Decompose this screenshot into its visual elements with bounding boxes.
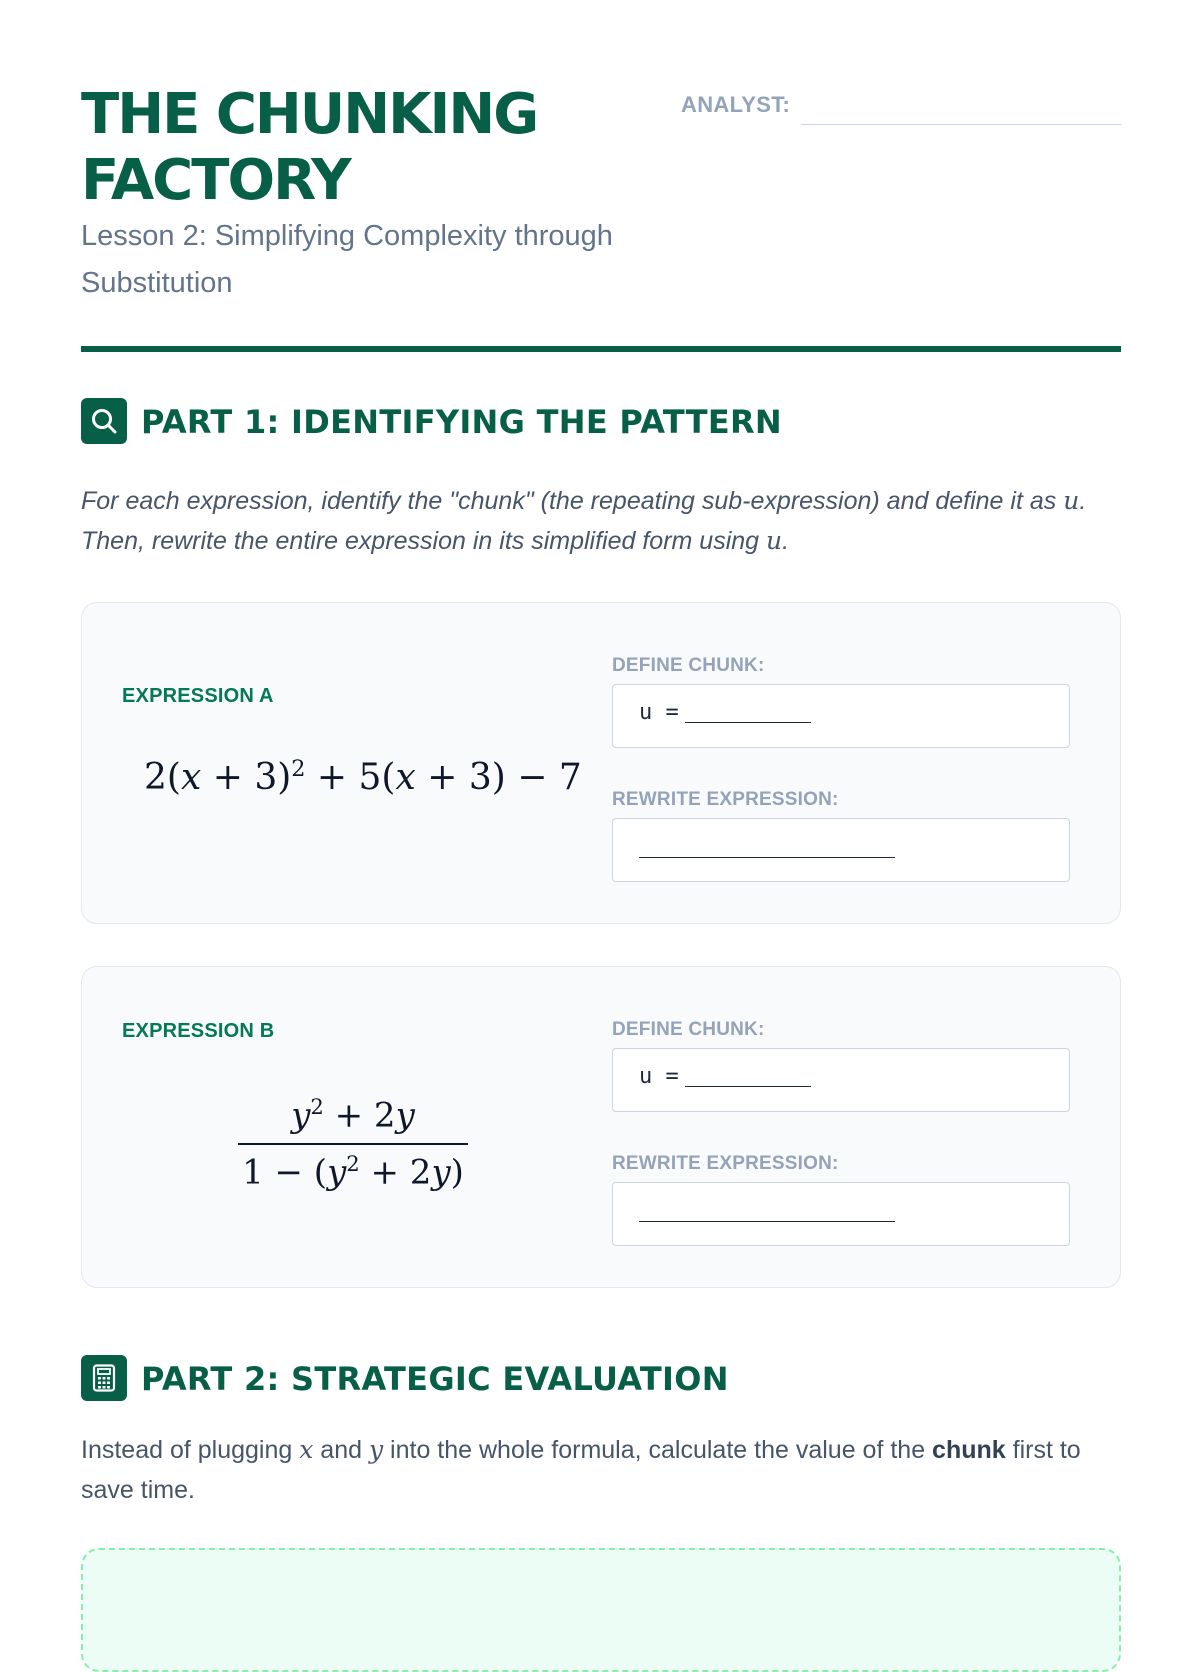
part1-instructions (81, 481, 1121, 561)
calculator-icon (81, 1355, 127, 1401)
analyst-field[interactable] (681, 90, 1121, 124)
page-title: THE CHUNKING FACTORY (81, 82, 538, 213)
variable-x: x (299, 1435, 314, 1464)
analyst-label: ANALYST: (681, 92, 791, 117)
analyst-name-line[interactable] (801, 124, 1121, 125)
header-divider (81, 346, 1121, 352)
rewrite-blank[interactable] (639, 1221, 895, 1222)
variable-u: u (766, 526, 783, 555)
define-chunk-label: DEFINE CHUNK: (612, 655, 765, 676)
expression-label: EXPRESSION B (122, 1020, 275, 1042)
chunk-blank[interactable] (685, 700, 811, 723)
instructions-text-c: . (782, 527, 790, 555)
fraction-denominator: $1 - (y^2 + 2y)$ (242, 1151, 464, 1193)
define-chunk-text (639, 700, 811, 725)
expression-label: EXPRESSION A (122, 685, 274, 707)
define-chunk-field[interactable] (612, 1048, 1070, 1112)
rewrite-expression-label: REWRITE EXPRESSION: (612, 789, 839, 810)
part2-text-and: and (320, 1436, 363, 1464)
rewrite-expression-field[interactable] (612, 1182, 1070, 1246)
evaluation-box (81, 1548, 1121, 1672)
variable-y: y (368, 1435, 384, 1464)
instructions-text-b: . Then, rewrite the entire expression in its simplified form using (81, 487, 1087, 555)
part2-title: PART 2: STRATEGIC EVALUATION (141, 1360, 729, 1398)
header (81, 82, 1121, 342)
part2-text-c: first to save time. (81, 1436, 1081, 1504)
variable-u: u (1063, 486, 1080, 515)
expression-card-a (81, 602, 1121, 924)
part2-bold-chunk: chunk (932, 1436, 1006, 1464)
define-chunk-text (639, 1064, 811, 1089)
part1-title: PART 1: IDENTIFYING THE PATTERN (141, 403, 783, 441)
part2-text-b: into the whole formula, calculate the value of the (390, 1436, 926, 1464)
rewrite-expression-label: REWRITE EXPRESSION: (612, 1153, 839, 1174)
rewrite-blank[interactable] (639, 857, 895, 858)
lesson-subtitle: Lesson 2: Simplifying Complexity through Substitution (81, 220, 613, 299)
part2-instructions (81, 1430, 1121, 1510)
chunk-blank[interactable] (685, 1064, 811, 1087)
rewrite-expression-field[interactable] (612, 818, 1070, 882)
part2-heading (81, 1355, 1121, 1403)
expression-card-b (81, 966, 1121, 1288)
part1-heading (81, 398, 1121, 446)
expression-fraction (238, 1094, 468, 1193)
search-icon (81, 398, 127, 444)
chunk-prefix: u = (639, 700, 679, 725)
part2-text-a: Instead of plugging (81, 1436, 293, 1464)
define-chunk-label: DEFINE CHUNK: (612, 1019, 765, 1040)
instructions-text-a: For each expression, identify the "chunk" (the repeating sub-expression) and define it as (81, 487, 1057, 515)
fraction-numerator: $y^2 + 2y$ (291, 1094, 415, 1136)
chunk-prefix: u = (639, 1064, 679, 1089)
define-chunk-field[interactable] (612, 684, 1070, 748)
fraction-bar (238, 1143, 468, 1145)
expression-math: $2(x + 3)^2 + 5(x + 3) - 7$ (144, 756, 582, 798)
